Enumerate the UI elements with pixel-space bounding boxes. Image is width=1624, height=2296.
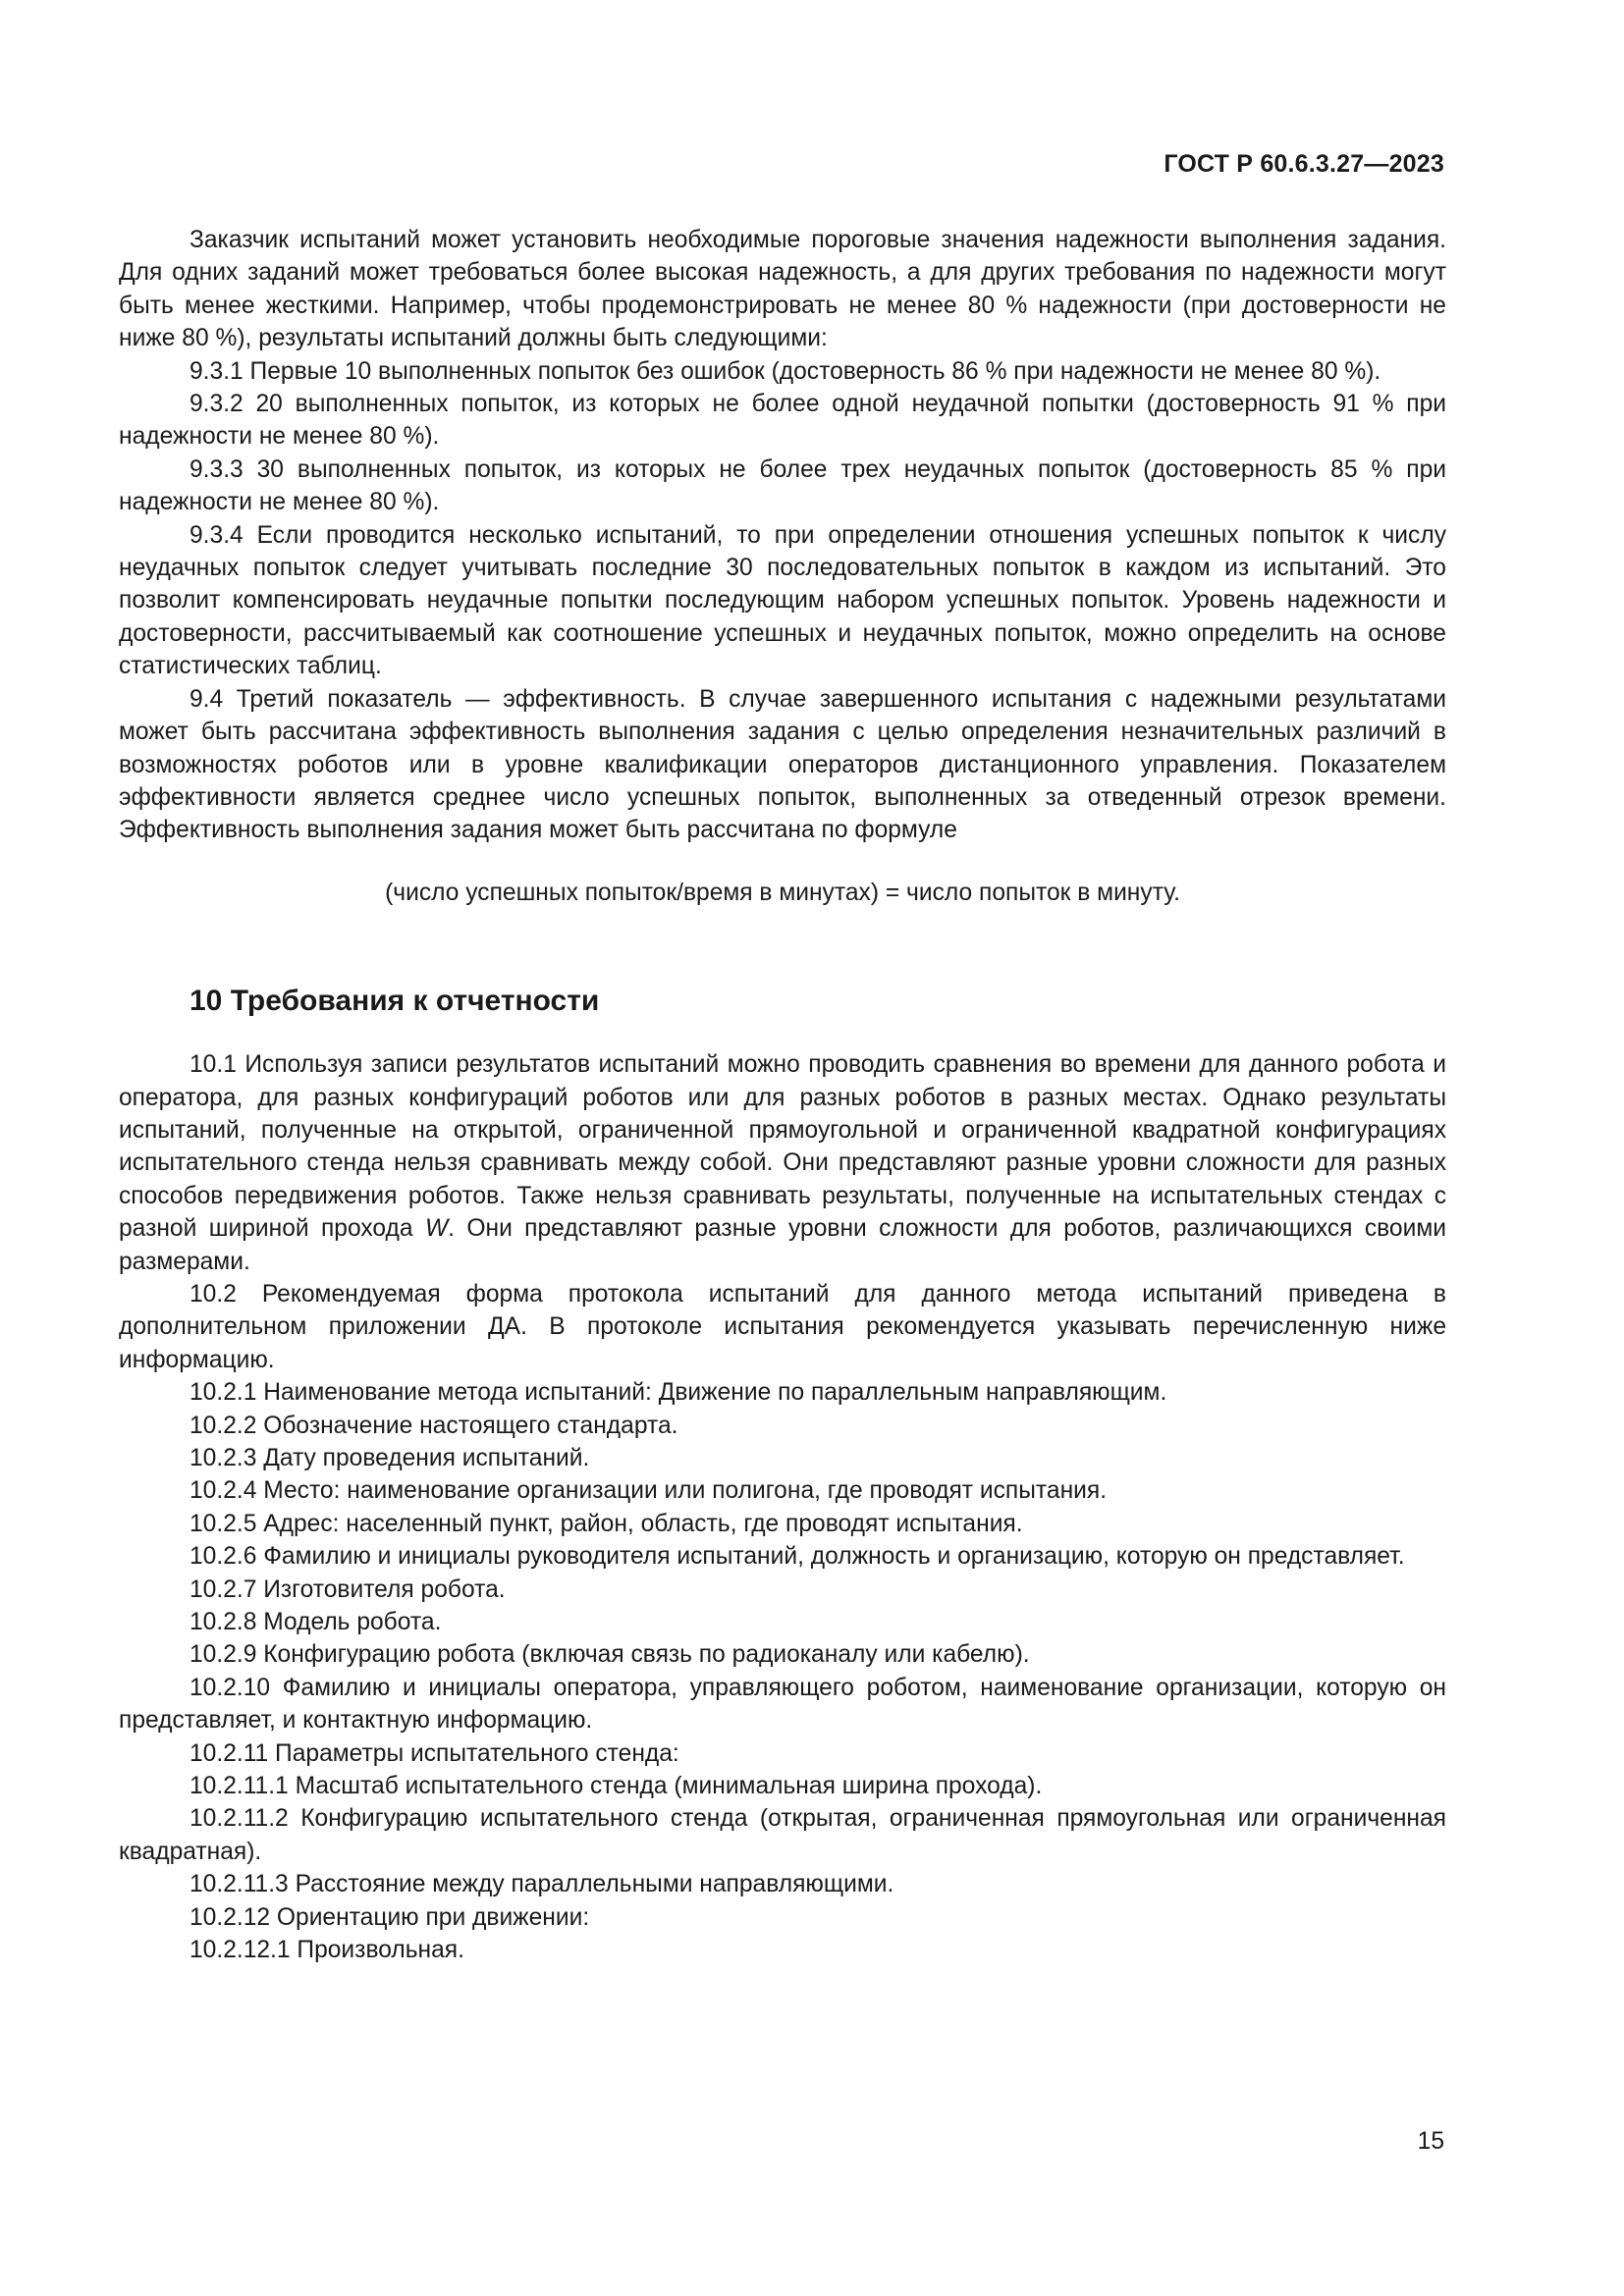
- list-item-10-2-10: 10.2.10 Фамилию и инициалы оператора, управляющего роботом, наименование организации, которую он представляет, и контактную информацию.: [119, 1674, 1446, 1735]
- section-10-heading: 10 Требования к отчетности: [189, 985, 600, 1018]
- document-header-standard-id: ГОСТ Р 60.6.3.27—2023: [1164, 150, 1444, 178]
- list-item-10-2-8: 10.2.8 Модель робота.: [189, 1609, 442, 1636]
- list-item-10-2-3: 10.2.3 Дату проведения испытаний.: [189, 1445, 590, 1471]
- list-item-10-2-7: 10.2.7 Изготовителя робота.: [189, 1575, 506, 1603]
- list-item-10-2-6: 10.2.6 Фамилию и инициалы руководителя испытаний, должность и организацию, которую он представляет.: [189, 1543, 1405, 1571]
- paragraph-9-3-4: 9.3.4 Если проводится несколько испытаний, то при определении отношения успешных попыток к числу неудачных попыток следует учитывать последние 30 последовательных попыток в каждом из испытаний. Это позволит компенсировать неудачные попытки последующим набором успешных попыток. Уровень надежности и достоверности, рассчитываемый как соотношение успешных и неудачных попыток, можно определить на основе статистических таблиц.: [119, 521, 1446, 680]
- paragraph-10-1-text-start: 10.1 Используя записи результатов испытаний можно проводить сравнения во времени для данного робота и оператора, для разных конфигураций роботов или для разных роботов в разных местах. Однако результаты испытаний, полученные на открытой, ограниченной прямоугольной и ограниченной квадратной конфигурациях испытательного стенда нельзя сравнивать между собой. Они представляют разные уровни сложности для разных способов передвижения роботов. Также нельзя сравнивать результаты, полученные на испытательных стендах с разной шириной прохода: [119, 1051, 1446, 1243]
- paragraph-10-1: [119, 1048, 1446, 1278]
- paragraph-9-3-3: 9.3.3 30 выполненных попыток, из которых не более трех неудачных попыток (достоверность 85 % при надежности не менее 80 %).: [119, 455, 1446, 516]
- list-item-10-2-4: 10.2.4 Место: наименование организации или полигона, где проводят испытания.: [189, 1477, 1108, 1505]
- document-body: [119, 224, 1446, 1967]
- paragraph-9-4: 9.4 Третий показатель — эффективность. В случае завершенного испытания с надежными результатами может быть рассчитана эффективность выполнения задания с целью определения незначительных различий в возможностях роботов или в уровне квалификации операторов дистанционного управления. Показателем эффективности является среднее число успешных попыток, выполненных за отведенный отрезок времени. Эффективность выполнения задания может быть рассчитана по формуле: [119, 685, 1446, 844]
- list-item-10-2-1: 10.2.1 Наименование метода испытаний: Движение по параллельным направляющим.: [189, 1379, 1167, 1407]
- passage-width-variable: W: [424, 1215, 449, 1243]
- paragraph-9-3-2: 9.3.2 20 выполненных попыток, из которых не более одной неудачной попытки (достоверность 91 % при надежности не менее 80 %).: [119, 391, 1446, 451]
- list-item-10-2-11: 10.2.11 Параметры испытательного стенда:: [189, 1739, 679, 1767]
- efficiency-formula: (число успешных попыток/время в минутах) = число попыток в минуту.: [385, 879, 1180, 906]
- list-item-10-2-12: 10.2.12 Ориентацию при движении:: [189, 1903, 590, 1931]
- paragraph-10-2: 10.2 Рекомендуемая форма протокола испытаний для данного метода испытаний приведена в дополнительном приложении ДА. В протоколе испытания рекомендуется указывать перечисленную ниже информацию.: [119, 1280, 1446, 1373]
- paragraph-10-1-text-end: . Они представляют разные уровни сложности для роботов, различающихся своими размерами.: [119, 1215, 1446, 1275]
- list-item-10-2-2: 10.2.2 Обозначение настоящего стандарта.: [189, 1412, 678, 1439]
- list-item-10-2-11-1: 10.2.11.1 Масштаб испытательного стенда (минимальная ширина прохода).: [189, 1773, 1043, 1800]
- page-number: 15: [1417, 2128, 1444, 2155]
- list-item-10-2-9: 10.2.9 Конфигурацию робота (включая связь по радиоканалу или кабелю).: [189, 1641, 1030, 1669]
- list-item-10-2-5: 10.2.5 Адрес: населенный пункт, район, область, где проводят испытания.: [189, 1510, 1023, 1537]
- paragraph-9-3-1: 9.3.1 Первые 10 выполненных попыток без ошибок (достоверность 86 % при надежности не менее 80 %).: [189, 357, 1381, 385]
- list-item-10-2-11-3: 10.2.11.3 Расстояние между параллельными направляющими.: [189, 1871, 894, 1898]
- list-item-10-2-12-1: 10.2.12.1 Произвольная.: [189, 1937, 464, 1964]
- paragraph-9-3-intro: Заказчик испытаний может установить необходимые пороговые значения надежности выполнения задания. Для одних заданий может требоваться более высокая надежность, а для других требования по надежности могут быть менее жесткими. Например, чтобы продемонстрировать не менее 80 % надежности (при достоверности не ниже 80 %), результаты испытаний должны быть следующими:: [119, 227, 1446, 352]
- list-item-10-2-11-2: 10.2.11.2 Конфигурацию испытательного стенда (открытая, ограниченная прямоугольная или ограниченная квадратная).: [119, 1805, 1446, 1865]
